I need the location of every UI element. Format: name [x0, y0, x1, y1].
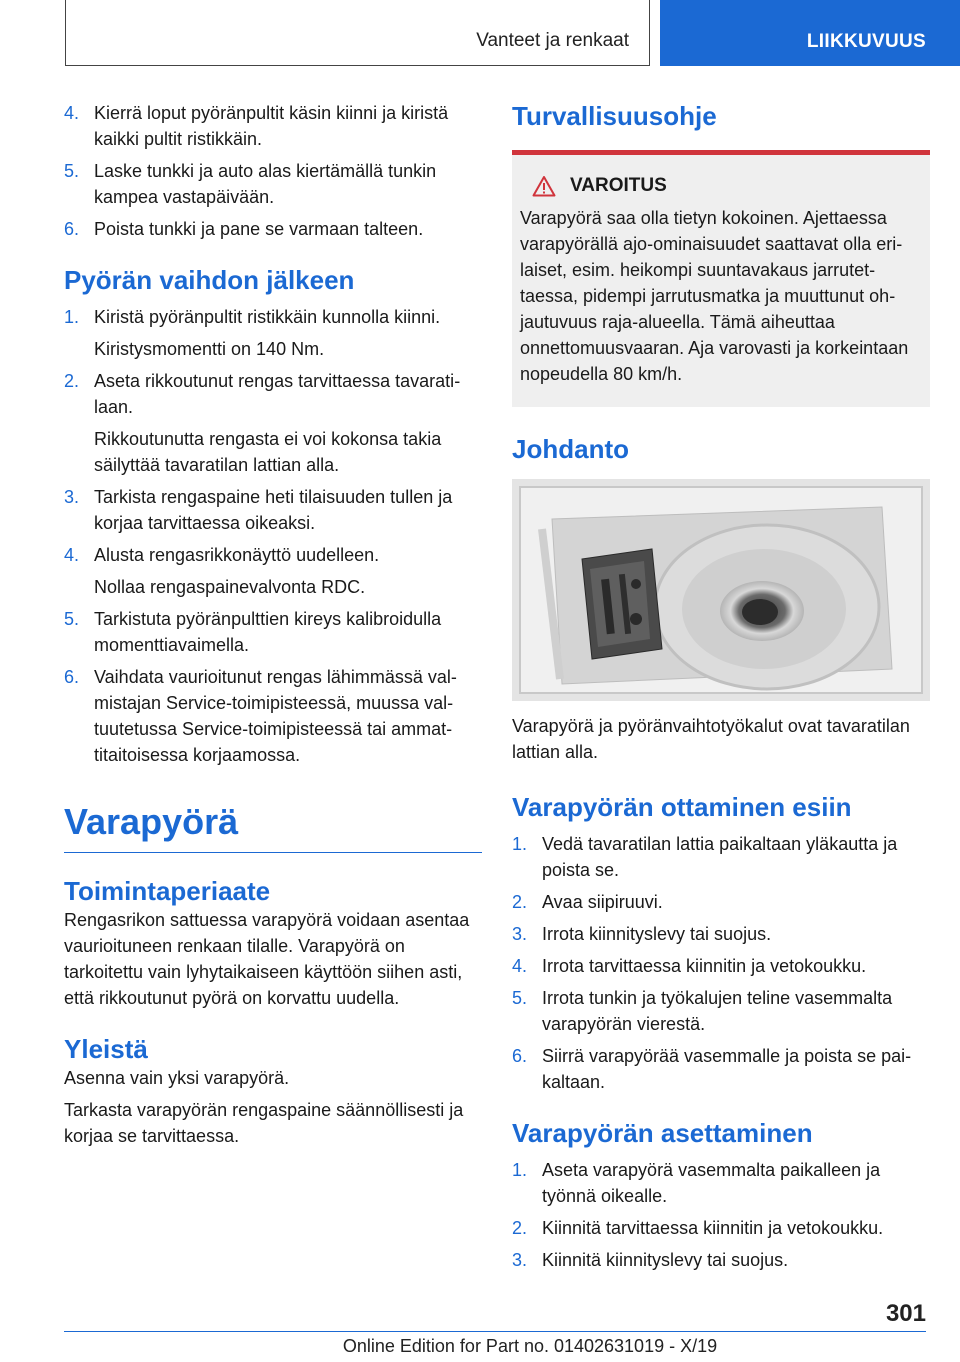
list-item: [512, 831, 930, 883]
header-chapter-label: LIIKKUVUUS: [806, 31, 926, 52]
trunk-spare-wheel-illustration: [512, 479, 930, 701]
install-heading: Varapyörän asettaminen: [512, 1118, 813, 1148]
list-item: [512, 1247, 930, 1273]
step-text: Kiinnitä kiinnityslevy tai suojus.: [542, 1250, 789, 1270]
list-item: [64, 606, 482, 658]
list-item: [64, 304, 482, 362]
step-number: 2.: [512, 892, 528, 912]
intro-heading: Johdanto: [512, 434, 629, 464]
list-item: [512, 1157, 930, 1209]
install-steps: [512, 1157, 930, 1273]
warning-text: Varapyörä saa olla tietyn kokoinen. Ajettaessa varapyörällä ajo-ominaisuudet saattavat olla erilaiset, esim. heikompi suuntavakaus jarrutettaessa, pidempi jarrutusmatka ja muuttunut ohjautuvuus raja-alueella. Tämä aiheuttaa onnettomuusvaaran. Aja varovasti ja korkeintaan nopeudella 80 km/h.: [520, 208, 909, 384]
step-text: Siirrä varapyörää vasemmalle ja poista se paikaltaan.: [542, 1046, 912, 1092]
step-number: 6.: [64, 667, 80, 687]
general-heading: Yleistä: [64, 1034, 148, 1064]
continued-steps: [64, 100, 482, 242]
header-chapter-tab: [660, 0, 960, 66]
list-item: [64, 484, 482, 536]
general-paragraph-1: Asenna vain yksi varapyörä.: [64, 1068, 290, 1088]
step-number: 6.: [512, 1046, 528, 1066]
step-text: Vedä tavaratilan lattia paikaltaan yläkautta ja poista se.: [542, 834, 898, 880]
step-note: Rikkoutunutta rengasta ei voi kokonsa takia säilyttää tavaratilan lattian alla.: [94, 429, 442, 475]
list-item: [512, 889, 930, 915]
step-text: Irrota tarvittaessa kiinnitin ja vetokoukku.: [542, 956, 867, 976]
step-number: 1.: [512, 834, 528, 854]
remove-heading: Varapyörän ottaminen esiin: [512, 792, 852, 822]
warning-box: [512, 150, 930, 407]
step-number: 1.: [512, 1160, 528, 1180]
step-text: Kiinnitä tarvittaessa kiinnitin ja vetokoukku.: [542, 1218, 884, 1238]
general-paragraph-2: Tarkasta varapyörän rengaspaine säännöllisesti ja korjaa se tarvittaessa.: [64, 1100, 464, 1146]
edition-info: Online Edition for Part no. 01402631019 - X/19: [342, 1336, 718, 1356]
warning-label: VAROITUS: [570, 175, 667, 196]
warning-triangle-icon: [532, 175, 556, 197]
right-column: [512, 100, 930, 1279]
step-text: Avaa siipiruuvi.: [542, 892, 663, 912]
step-text: Tarkistuta pyöränpulttien kireys kalibroidulla momenttiavaimella.: [94, 609, 442, 655]
list-item: [64, 158, 482, 210]
list-item: [512, 1043, 930, 1095]
spare-wheel-main-heading: Varapyörä: [64, 800, 482, 853]
list-item: [64, 368, 482, 478]
step-number: 5.: [512, 988, 528, 1008]
step-text: Aseta varapyörä vasemmalta paikalleen ja työnnä oikealle.: [542, 1160, 881, 1206]
list-item: [512, 953, 930, 979]
footer-divider: [64, 1331, 926, 1332]
step-number: 4.: [64, 545, 80, 565]
safety-heading: Turvallisuusohje: [512, 101, 717, 131]
step-number: 4.: [64, 103, 80, 123]
list-item: [512, 921, 930, 947]
step-text: Poista tunkki ja pane se varmaan talteen.: [94, 219, 424, 239]
step-number: 5.: [64, 609, 80, 629]
photo-caption: Varapyörä ja pyöränvaihtotyökalut ovat tavaratilan lattian alla.: [512, 716, 910, 762]
page-number: 301: [885, 1300, 926, 1327]
list-item: [64, 664, 482, 768]
list-item: [64, 542, 482, 600]
step-number: 4.: [512, 956, 528, 976]
step-text: Kiristä pyöränpultit ristikkäin kunnolla kiinni.: [94, 307, 441, 327]
step-text: Irrota kiinnityslevy tai suojus.: [542, 924, 772, 944]
step-number: 3.: [512, 924, 528, 944]
step-number: 6.: [64, 219, 80, 239]
step-text: Vaihdata vaurioitunut rengas lähimmässä valmistajan Service-toimipisteessä, muussa valtuutetussa Service-toimipisteessä tai ammattitaitoisessa korjaamossa.: [94, 667, 457, 765]
after-change-steps: [64, 304, 482, 768]
step-note: Kiristysmomentti on 140 Nm.: [94, 339, 325, 359]
step-number: 3.: [64, 487, 80, 507]
step-text: Tarkista rengaspaine heti tilaisuuden tullen ja korjaa tarvittaessa oikeaksi.: [94, 487, 453, 533]
remove-steps: [512, 831, 930, 1095]
step-number: 1.: [64, 307, 80, 327]
step-number: 3.: [512, 1250, 528, 1270]
principle-paragraph: Rengasrikon sattuessa varapyörä voidaan asentaa vaurioituneen renkaan tilalle. Varapyörä on tarkoitettu vain lyhytaikaiseen käyttöön siihen asti, että rikkoutunut pyörä on korvattu uudella.: [64, 910, 470, 1008]
step-note: Nollaa rengaspainevalvonta RDC.: [94, 577, 366, 597]
list-item: [512, 985, 930, 1037]
list-item: [64, 100, 482, 152]
step-number: 2.: [64, 371, 80, 391]
header-section-box: [65, 0, 650, 66]
left-column: [64, 100, 482, 1149]
list-item: [64, 216, 482, 242]
step-number: 5.: [64, 161, 80, 181]
principle-heading: Toimintaperiaate: [64, 876, 271, 906]
warning-header: [520, 175, 922, 197]
after-change-heading: Pyörän vaihdon jälkeen: [64, 265, 355, 295]
list-item: [512, 1215, 930, 1241]
spare-wheel-photo: [512, 479, 930, 701]
step-text: Laske tunkki ja auto alas kiertämällä tunkin kampea vastapäivään.: [94, 161, 437, 207]
header-section-title: Vanteet ja renkaat: [476, 30, 629, 51]
step-number: 2.: [512, 1218, 528, 1238]
step-text: Kierrä loput pyöränpultit käsin kiinni ja kiristä kaikki pultit ristikkäin.: [94, 103, 449, 149]
step-text: Aseta rikkoutunut rengas tarvittaessa tavaratilaan.: [94, 371, 461, 417]
step-text: Alusta rengasrikkonäyttö uudelleen.: [94, 545, 380, 565]
step-text: Irrota tunkin ja työkalujen teline vasemmalta varapyörän vierestä.: [542, 988, 893, 1034]
